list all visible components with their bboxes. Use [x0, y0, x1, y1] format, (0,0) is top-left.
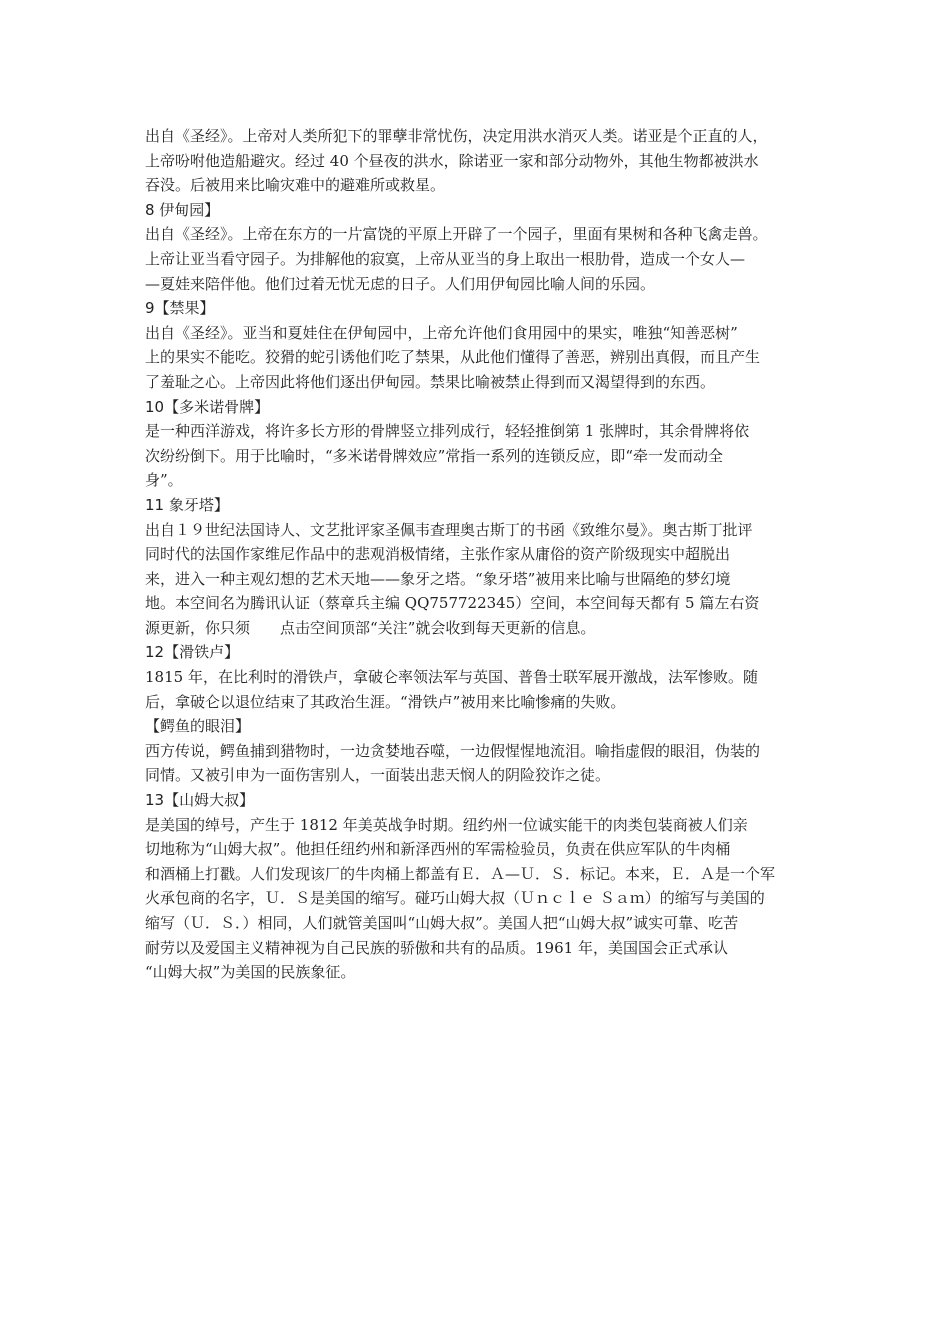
text-line: 次纷纷倒下。用于比喻时，“多米诺骨牌效应”常指一系列的连锁反应，即“牵一发而动全	[145, 446, 724, 465]
text-line: 是美国的绰号，产生于 1812 年美英战争时期。纽约州一位诚实能干的肉类包装商被人们亲	[145, 815, 748, 834]
text-line: 源更新，你只须 点击空间顶部“关注”就会收到每天更新的信息。	[145, 618, 596, 637]
section-heading: 13【山姆大叔】	[145, 791, 255, 810]
document-body	[145, 124, 825, 985]
section-heading: 10【多米诺骨牌】	[145, 397, 270, 416]
text-line: 地。本空间名为腾讯认证（蔡章兵主编 QQ757722345）空间，本空间每天都有 5 篇左右资	[145, 594, 760, 613]
text-line: 1815 年，在比利时的滑铁卢，拿破仑率领法军与英国、普鲁士联军展开激战，法军惨败。随	[145, 668, 758, 687]
text-line: 切地称为“山姆大叔”。他担任纽约州和新泽西州的军需检验员，负责在供应军队的牛肉桶	[145, 840, 731, 859]
text-line: 来，进入一种主观幻想的艺术天地——象牙之塔。“象牙塔”被用来比喻与世隔绝的梦幻境	[145, 569, 731, 588]
text-line: 是一种西洋游戏，将许多长方形的骨牌竖立排列成行，轻轻推倒第 1 张牌时，其余骨牌将依	[145, 422, 750, 441]
text-line: 缩写（Ｕ．Ｓ．）相同，人们就管美国叫“山姆大叔”。美国人把“山姆大叔”诚实可靠、吃苦	[145, 914, 739, 932]
text-line: 耐劳以及爱国主义精神视为自己民族的骄傲和共有的品质。1961 年，美国国会正式承认	[145, 938, 728, 957]
text-line: 火承包商的名字，Ｕ．Ｓ是美国的缩写。碰巧山姆大叔（Ｕｎｃｌｅ Ｓａｍ）的缩写与美国的	[145, 889, 765, 908]
text-line: 了羞耻之心。上帝因此将他们逐出伊甸园。禁果比喻被禁止得到而又渴望得到的东西。	[145, 372, 716, 391]
section-heading: 11 象牙塔】	[145, 495, 229, 514]
text-line: 同时代的法国作家维尼作品中的悲观消极情绪，主张作家从庸俗的资产阶级现实中超脱出	[145, 545, 731, 564]
text-line: 和酒桶上打戳。人们发现该厂的牛肉桶上都盖有Ｅ．Ａ—Ｕ．Ｓ．标记。本来，Ｅ．Ａ是一个军	[145, 864, 776, 883]
text-line: 身”。	[145, 471, 183, 490]
text-line: 出自《圣经》。亚当和夏娃住在伊甸园中，上帝允许他们食用园中的果实，唯独“知善恶树”	[145, 323, 738, 342]
text-line: 出自《圣经》。上帝在东方的一片富饶的平原上开辟了一个园子，里面有果树和各种飞禽走兽。	[145, 225, 768, 244]
text-line: 出自《圣经》。上帝对人类所犯下的罪孽非常忧伤，决定用洪水消灭人类。诺亚是个正直的人，	[145, 127, 768, 145]
text-line: 后，拿破仑以退位结束了其政治生涯。“滑铁卢”被用来比喻惨痛的失败。	[145, 692, 626, 711]
section-heading: 【鳄鱼的眼泪】	[145, 717, 251, 736]
text-line: 吞没。后被用来比喻灾难中的避难所或救星。	[145, 176, 446, 195]
text-line: 西方传说，鳄鱼捕到猎物时，一边贪婪地吞噬，一边假惺惺地流泪。喻指虚假的眼泪，伪装的	[145, 741, 761, 760]
text-line: 出自１９世纪法国诗人、文艺批评家圣佩韦查理奥古斯丁的书函《致维尔曼》。奥古斯丁批评	[145, 520, 753, 539]
text-line: 上帝吩咐他造船避灾。经过 40 个昼夜的洪水，除诺亚一家和部分动物外，其他生物都被洪水	[145, 151, 759, 170]
section-heading: 8 伊甸园】	[145, 200, 220, 219]
text-line: 上帝让亚当看守园子。为排解他的寂寞，上帝从亚当的身上取出一根肋骨，造成一个女人—	[145, 249, 746, 268]
text-line: —夏娃来陪伴他。他们过着无忧无虑的日子。人们用伊甸园比喻人间的乐园。	[145, 274, 656, 293]
text-line: “山姆大叔”为美国的民族象征。	[145, 963, 356, 982]
section-heading: 12【滑铁卢】	[145, 643, 240, 662]
section-heading: 9【禁果】	[145, 299, 215, 318]
text-line: 上的果实不能吃。狡猾的蛇引诱他们吃了禁果，从此他们懂得了善恶，辨别出真假，而且产生	[145, 348, 761, 367]
text-line: 同情。又被引申为一面伤害别人，一面装出悲天悯人的阴险狡诈之徒。	[145, 766, 611, 785]
